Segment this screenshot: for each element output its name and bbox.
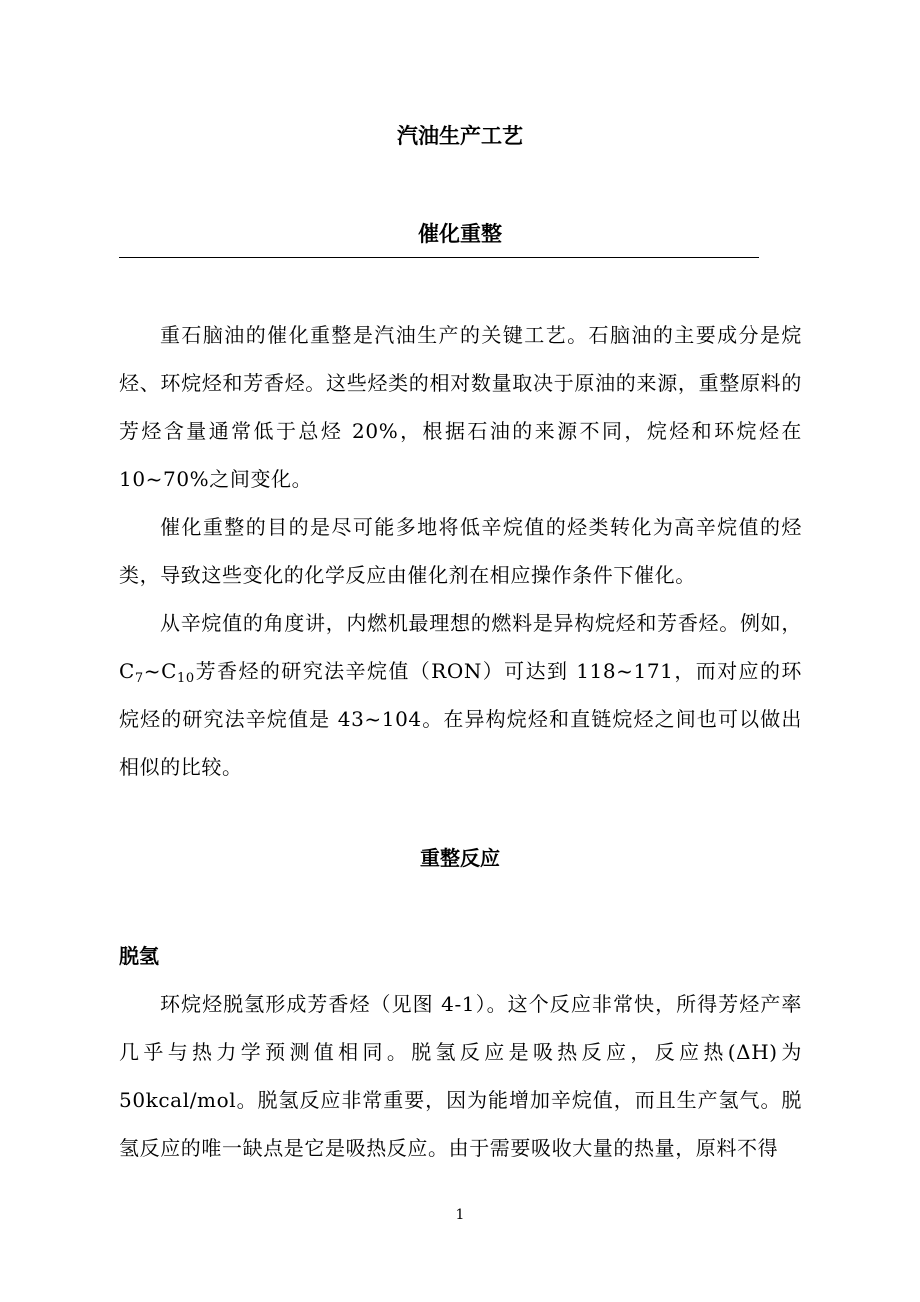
paragraph-naphtha: 重石脑油的催化重整是汽油生产的关键工艺。石脑油的主要成分是烷烃、环烷烃和芳香烃。这些烃类的相对数量取决于原油的来源，重整原料的芳烃含量通常低于总烃 20%，根据石油的来源不同，烷烃和环烷烃在 10~70%之间变化。 bbox=[119, 323, 802, 491]
carbon-subscript-b: 10 bbox=[177, 671, 195, 686]
reforming-reactions-heading: 重整反应 bbox=[420, 846, 500, 870]
page-number: 1 bbox=[455, 1207, 465, 1223]
octane-lead-text: 从辛烷值的角度讲，内燃机最理想的燃料是异构烷烃和芳香烃。例如， bbox=[160, 611, 802, 635]
document-title: 汽油生产工艺 bbox=[397, 124, 523, 148]
carbon-symbol-b: C bbox=[161, 659, 178, 683]
carbon-subscript-a: 7 bbox=[134, 671, 144, 686]
paragraph-dehydrogenation: 环烷烃脱氢形成芳香烃（见图 4-1）。这个反应非常快，所得芳烃产率几乎与热力学预测值相同。脱氢反应是吸热反应，反应热(ΔH)为 50kcal/mol。脱氢反应非常重要，因为能增加辛烷值，而且生产氢气。脱氢反应的唯一缺点是它是吸热反应。由于需要吸收大量的热量，原料不得 bbox=[119, 992, 802, 1160]
horizontal-rule bbox=[119, 257, 759, 258]
dehydrogenation-heading: 脱氢 bbox=[119, 944, 159, 968]
carbon-symbol-a: C bbox=[119, 659, 135, 683]
paragraph-octane-number bbox=[119, 599, 802, 791]
dehydrogenation-text-block bbox=[119, 980, 802, 1172]
range-tilde: ~ bbox=[143, 659, 162, 683]
section-title: 催化重整 bbox=[418, 222, 502, 246]
octane-rest-text: 芳香烃的研究法辛烷值（RON）可达到 118~171，而对应的环烷烃的研究法辛烷值是 43~104。在异构烷烃和直链烷烃之间也可以做出相似的比较。 bbox=[119, 659, 802, 779]
intro-text-block bbox=[119, 311, 802, 791]
paragraph-reforming-purpose: 催化重整的目的是尽可能多地将低辛烷值的烃类转化为高辛烷值的烃类，导致这些变化的化学反应由催化剂在相应操作条件下催化。 bbox=[119, 515, 802, 587]
